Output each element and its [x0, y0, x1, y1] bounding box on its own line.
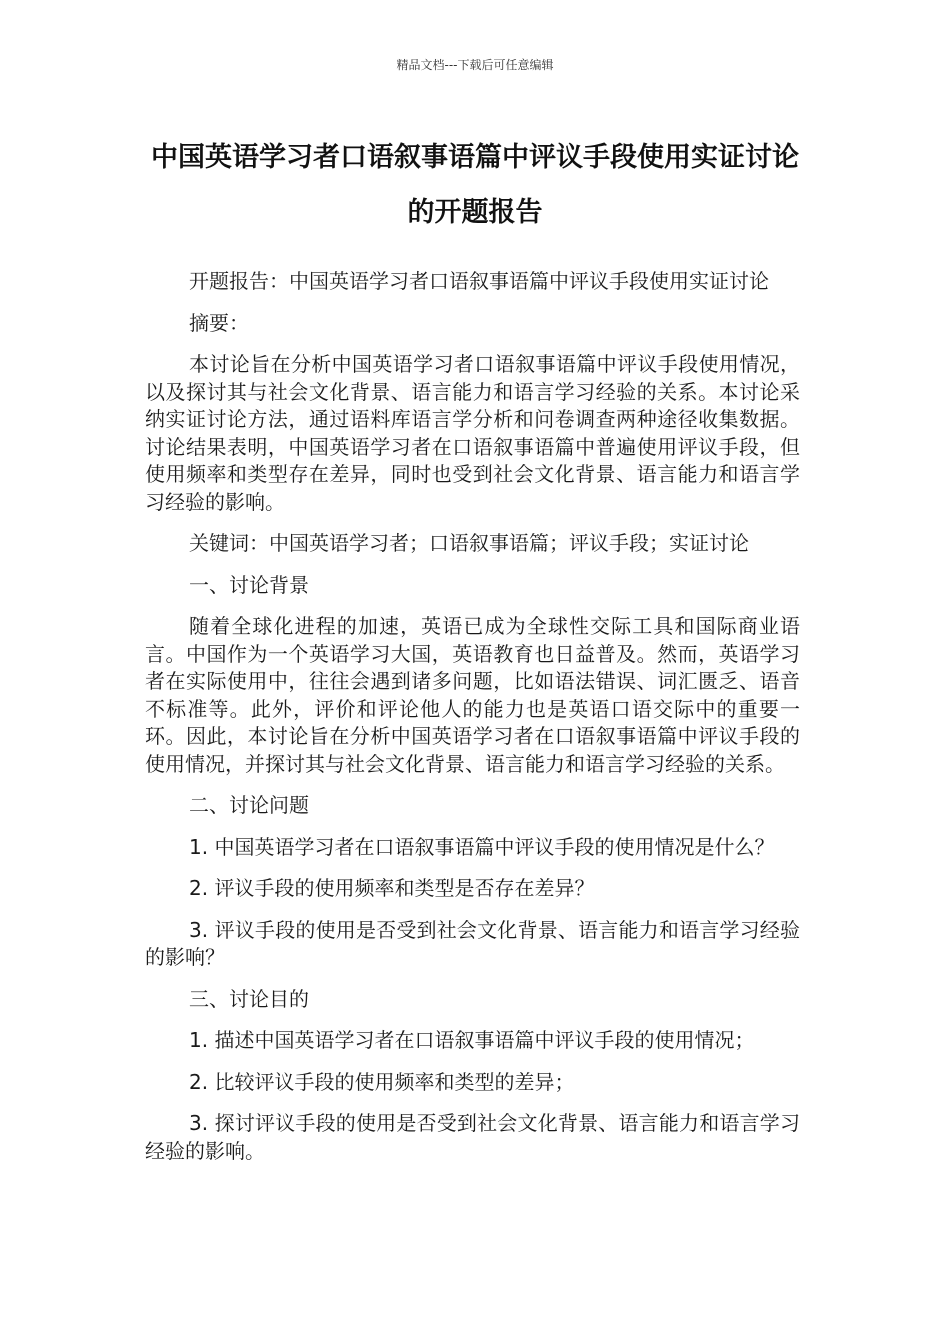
question-item: 2. 评议手段的使用频率和类型是否存在差异？	[189, 876, 595, 900]
objective-item: 1. 描述中国英语学习者在口语叙事语篇中评议手段的使用情况；	[189, 1028, 755, 1052]
objective-item: 3. 探讨评议手段的使用是否受到社会文化背景、语言能力和语言学习经验的影响。	[145, 1111, 800, 1163]
section-heading-background: 一、讨论背景	[189, 572, 309, 597]
section-heading-questions: 二、讨论问题	[189, 793, 309, 817]
objective-item: 2. 比较评议手段的使用频率和类型的差异；	[189, 1069, 575, 1094]
report-heading-line: 开题报告：中国英语学习者口语叙事语篇中评议手段使用实证讨论	[189, 269, 769, 293]
document-title: 中国英语学习者口语叙事语篇中评议手段使用实证讨论的开题报告	[151, 142, 799, 228]
abstract-paragraph: 本讨论旨在分析中国英语学习者口语叙事语篇中评议手段使用情况，以及探讨其与社会文化背景、语言能力和语言学习经验的关系。本讨论采纳实证讨论方法，通过语料库语言学分析和问卷调查两种途径收集数据。讨论结果表明，中国英语学习者在口语叙事语篇中普遍使用评议手段，但使用频率和类型存在差异，同时也受到社会文化背景、语言能力和语言学习经验的影响。	[145, 352, 800, 514]
header-note: 精品文档---下载后可任意编辑	[396, 58, 554, 72]
section-heading-objectives: 三、讨论目的	[189, 986, 309, 1011]
background-paragraph: 随着全球化进程的加速，英语已成为全球性交际工具和国际商业语言。中国作为一个英语学习大国，英语教育也日益普及。然而，英语学习者在实际使用中，往往会遇到诸多问题，比如语法错误、词汇匮乏、语音不标准等。此外，评价和评论他人的能力也是英语口语交际中的重要一环。因此，本讨论旨在分析中国英语学习者在口语叙事语篇中评议手段的使用情况，并探讨其与社会文化背景、语言能力和语言学习经验的关系。	[145, 614, 800, 776]
keywords-line: 关键词：中国英语学习者；口语叙事语篇；评议手段；实证讨论	[189, 531, 749, 555]
question-item: 3. 评议手段的使用是否受到社会文化背景、语言能力和语言学习经验的影响？	[145, 917, 800, 969]
abstract-label: 摘要：	[189, 310, 249, 335]
question-item: 1. 中国英语学习者在口语叙事语篇中评议手段的使用情况是什么？	[189, 834, 775, 859]
document-body	[145, 268, 800, 1179]
